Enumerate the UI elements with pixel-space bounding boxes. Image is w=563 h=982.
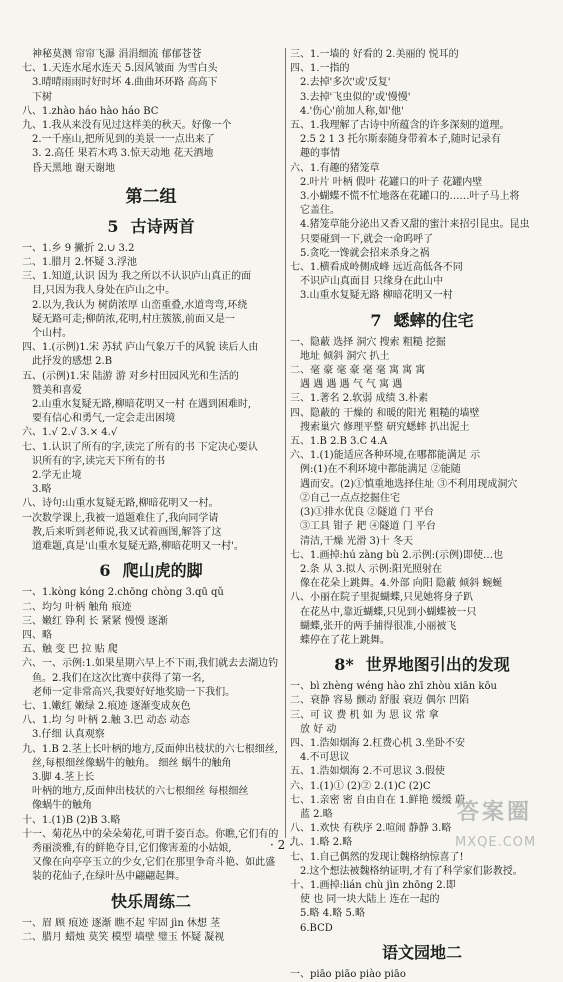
section-7-number: 7 [370,310,382,330]
answer-line: 例:(1)在不利环境中都能满足 ②能随 [300,464,461,476]
answer-line: 四、略 [22,629,52,641]
answer-line: 六、一、示例:1.如果星期六早上不下雨,我们就去去湖边钓 [22,658,279,670]
answer-line: 七、1.天连水尾水连天 5.因风皱面 为雪白头 [22,63,218,75]
answer-line: 赞美和喜爱 [32,384,82,396]
answer-line: 地址 倾斜 洞穴 扒土 [300,350,390,362]
section-6-number: 6 [99,561,111,581]
answer-line: 秀丽淡雅,有的鲜艳夺目,它们像害羞的小姑娘, [32,842,232,854]
answer-line: 3.晴晴雨雨时好时坏 4.曲曲环环路 高高下 [32,77,218,89]
answer-line: 十、1.画掉:lián chù jìn zhōng 2.即 [290,879,456,891]
answer-line: 三、可 议 费 机 如 为 思 议 常 拿 [290,709,439,721]
happy-practice-answers [22,917,280,945]
answer-line: 3.仔细 认真观察 [32,729,105,741]
answer-line: 2.这个想法被魏格纳证明,才有了科学家们影教授。 [300,865,523,877]
left-column [22,48,280,945]
answer-line: 老师一定非常高兴,我要好好地奖励一下我们。 [32,686,236,698]
section-5-name: 古诗两首 [130,216,195,236]
answer-line: 装的花仙子,在绿叶丛中翩翩起舞。 [32,871,186,883]
section-7-name: 蟋蟀的住宅 [393,310,474,330]
answer-line: 一次数学课上,我被一道题难住了,我向同学请 [22,512,219,524]
answer-line: 下树 [32,91,52,103]
answer-line: 七、1.亲密 密 自由自在 1.鲜艳 缓缓 蔚 [290,794,465,806]
answer-line: 三、1.知道,认识 因为 我之所以不认识庐山真正的面 [22,271,252,283]
answer-line: 2.一千座山,把所见到的美景一一点出来了 [32,134,215,146]
answer-line: 三、嫩红 铮利 长 紧紧 慢慢 逐渐 [22,615,168,627]
answer-line: 清洁,干燥 光滑 3)十 冬天 [300,535,413,547]
answer-line: 九、1.我从来没有见过这样美的秋天。好像一个 [22,120,232,132]
answer-line: 一、bì zhèng wéng hào zhī zhòu xiān kōu [290,681,497,693]
answer-line: 2.学无止境 [32,470,82,482]
page-number: · 2 · [270,838,293,852]
section-5-number: 5 [107,216,119,236]
answer-line: 识所有的字,读完天下所有的书 [32,455,166,467]
answer-line: 六、1.有趣的猪笼草 [290,162,380,174]
answer-line: 八、1.均 匀 叶柄 2.触 3.巴 动态 动态 [22,715,190,727]
answer-line: 4.不可思议 [300,752,350,764]
answer-line: 三、1.著名 2.软弱 成绩 3.朴素 [290,393,429,405]
answer-line: 搜索巢穴 修理平整 研究蟋蟀 扒出泥土 [300,421,470,433]
answer-line: 四、1.(示例)1.宋 苏轼 庐山气象万千的风貌 读后人由 [22,342,259,354]
answer-line: 六、1.(1)① (2)② 2.(1)C (2)C [290,780,431,792]
watermark-logo [451,800,551,854]
answer-line: 不识庐山真面目 只缘身在此山中 [300,276,444,288]
answer-line: 此抒发的感想 2.B [32,356,113,368]
answer-line: 5.贪吃一馋就会招来杀身之祸 [300,247,430,259]
answer-line: 八、小丽在院子里捉蝴蝶,只见她将身子趴 [290,592,474,604]
section-5-title [22,215,280,239]
answer-line: 目,只因为我人身处在庐山之中。 [32,285,176,297]
answer-line: 十、1.(1)B (2)B 3.略 [22,814,121,826]
answer-line: 三、1.一墙的 好看的 2.美丽的 悦耳的 [290,49,459,60]
watermark-logo-text: 答案圈 [457,800,533,825]
answer-line: 个山村。 [32,328,72,340]
answer-line: 使 也 同一块大陆上 连在一起的 [300,894,440,906]
section-6-name: 爬山虎的脚 [122,561,203,581]
answer-line: 3.小蝴蝶不慌不忙地落在花罐口的……叶子马上将 [300,191,520,203]
answer-line: 五、1.浩如烟海 2.不可思议 3.假使 [290,766,445,778]
answer-line: 又像在向亭亭玉立的少女,它们在那里争奇斗艳、如此盛 [32,857,276,869]
answer-line: 一、隐蔽 选择 洞穴 搜索 粗糙 挖掘 [290,336,446,348]
answer-line: 疑无路可走;柳荫浓,花明,村庄簇簇,前面又是一 [32,313,235,325]
answer-line: 2.5 2 1 3 托尔斯泰随身带着本子,随时记录有 [300,134,501,146]
answer-line: 2.以为,我认为 树荫浓厚 山峦重叠,水道弯弯,环绕 [32,299,248,311]
answer-line: 2.山重水复疑无路,柳暗花明又一村 在遇到困难时, [32,399,252,411]
answer-line: (3)①排水优良 ②隧道 门 平台 [300,507,434,519]
answer-line: 2.去掉'多次'或'反复' [300,77,391,89]
answer-line: 只要碰到一下,就会一命呜呼了 [300,233,434,245]
answer-line: 五、1.B 2.B 3.C 4.A [290,436,388,448]
answer-line: 叶柄的地方,反面伸出枝状的六七根细丝 每根细丝 [32,786,249,798]
answer-line: 十一、菊花丛中的朵朵菊花,可谓千姿百态。你瞧,它们有的 [22,828,279,840]
answer-line: 2.叶片 叶柄 假叶 花罐口的叶子 花罐内壁 [300,176,483,188]
answer-line: 八、1.zhào háo hào háo BC [22,105,159,117]
answer-line: 3. 2.高任 果若木鸡 3.惊天动地 花天酒地 [32,148,214,160]
answer-line: 一、1.kòng kóng 2.chōng chòng 3.qū qǔ [22,587,224,599]
answer-line: 2.条 从 3.拟人 示例:阳光照射在 [300,563,442,575]
answer-line: 神秘莫测 帘帘飞瀑 涓涓细流 郁郁苍苍 [32,49,202,60]
answer-line: 放 好 动 [300,723,337,735]
answer-line: 蝶停在了花上跳舞。 [300,634,390,646]
answer-line: 一、眉 顾 痕迹 逐渐 瞧不起 牢固 jìn 休想 茎 [22,917,221,929]
answer-line: 二、衰静 容易 颤动 舒服 衰迈 偶尔 凹陷 [290,695,470,707]
answer-line: 鱼。2.我们在这次比赛中获得了第一名, [32,672,205,684]
chinese-garden-title: 语文园地二 [381,942,462,962]
answer-line: 七、1.画掉:hú zàng bù 2.示例:(示例)即使…也 [290,549,503,561]
answer-line: 七、1.横看成岭侧成峰 远近高低各不同 [290,262,463,274]
answer-line: 道难题,真是'山重水复疑无路,柳暗花明又一村'。 [32,541,244,553]
section-7-answers [290,336,554,648]
answer-line: 九、1.B 2.茎上长叶柄的地方,反面伸出枝状的六七根细丝, [22,743,278,755]
answer-line: 趣的事情 [300,148,340,160]
chinese-garden-answers [290,968,554,982]
answer-line: 蝴蝶,张开的两手捕得很准,小丽被飞 [300,620,457,632]
section-6-title [22,559,280,583]
answer-line: 遇 遇 遇 遇 气 气 寓 遇 [300,379,403,391]
answer-line: 5.略 4.略 5.略 [300,908,365,920]
answer-line: ②自己一点点挖掘住宅 [300,492,400,504]
answer-line: 3.去掉'飞虫似的'或'慢慢' [300,91,411,103]
answer-line: 4.'伤心'前加人称,如'他' [300,105,404,117]
answer-line: 四、隐蔽的 干燥的 和暖的阳光 粗糙的墙壁 [290,407,480,419]
column-divider [285,48,286,838]
answer-line: 五、(示例)1.宋 陆游 游 对乡村田园风光和生活的 [22,370,239,382]
answer-line: 八、诗句:山重水复疑无路,柳暗花明又一村。 [22,498,219,510]
section-8-title [290,653,554,677]
answer-line: 六、1.(1)能适应各种环境,在哪都能满足 示 [290,450,481,462]
answer-line: 在花丛中,靠近蝴蝶,只见到小蝴蝶被一只 [300,606,477,618]
group-title: 第二组 [125,186,177,207]
answer-line: 六、1.√ 2.√ 3.× 4.√ [22,427,118,439]
answer-line: 蓝 2.略 [300,808,333,820]
answer-line: 四、1.一指的 [290,63,350,75]
section-8-name: 世界地图引出的发现 [365,655,510,675]
answer-line: 七、1.认识了所有的字,读完了所有的书 下定决心要认 [22,441,258,453]
answer-line: 二、腊月 蜡烛 莫笑 模型 墙壁 璧玉 怀疑 凝视 [22,931,225,943]
answer-line: 七、1.嫩红 嫩绿 2.痕迹 逐渐变成灰色 [22,700,191,712]
watermark-logo-url: MXQE.COM [455,835,537,850]
answer-line: 丝,每根细丝像蜗牛的触角。 细丝 蜗牛的触角 [32,757,232,769]
answer-line: 教,后来听到老师说,我又试着画图,解答了这 [32,526,222,538]
right-top-answers [290,48,554,304]
section-5-answers [22,242,280,554]
answer-line: 它盖住。 [300,205,340,217]
answer-line: 6.BCD [300,922,333,934]
answer-line: 五、1.我理解了古诗中所蕴含的许多深刻的道理。 [290,120,510,132]
answer-line: 3.脚 4.茎上长 [32,771,95,783]
answer-line: 一、piāo piāo piào piāo [290,968,406,980]
answer-line: 五、触 变 巴 拉 贴 爬 [22,644,118,656]
answer-line: 要有信心和勇气,一定会走出困境 [32,413,176,425]
left-top-answers [22,48,280,176]
answer-line: 七、1.自己偶然的发现让魏格纳惊喜了! [290,851,464,863]
answer-line: 4.猪笼草能分泌出又香又甜的蜜汁来招引昆虫。昆虫 [300,219,530,231]
answer-line: 3.山重水复疑无路 柳暗花明又一村 [300,290,453,302]
answer-line: 八、1.欢快 有秩序 2.喧闹 静静 3.略 [290,823,452,835]
answer-line: 遇而安。(2)①慎重地选择住址 ③不利用现成洞穴 [300,478,518,490]
section-7-title [290,309,554,333]
answer-line: 像蜗牛的触角 [32,800,92,812]
answer-line: 四、1.浩如烟海 2.杠费心机 3.坐卧不安 [290,737,465,749]
answer-line: 像在花朵上跳舞。4.外部 向阳 隐蔽 倾斜 蜿蜒 [300,578,503,590]
answer-line: 二、1.腊月 2.怀疑 3.浮池 [22,257,137,269]
answer-line: 昏天黑地 谢天谢地 [32,162,116,174]
answer-line: 3.略 [32,484,52,496]
section-8-number: 8* [334,655,354,675]
answer-line: ③工具 钳子 耙 ④隧道 门 平台 [300,521,436,533]
answer-line: 二、均匀 叶柄 触角 痕迹 [22,601,132,613]
answer-line: 一、1.乡 9 撇折 2.∪ 3.2 [22,242,135,254]
happy-practice-title: 快乐周练二 [110,891,191,911]
answer-line: 九、1.略 2.略 [290,837,353,849]
answer-line: 二、毫 豪 毫 豪 毫 毫 寓 寓 寓 [290,365,426,377]
